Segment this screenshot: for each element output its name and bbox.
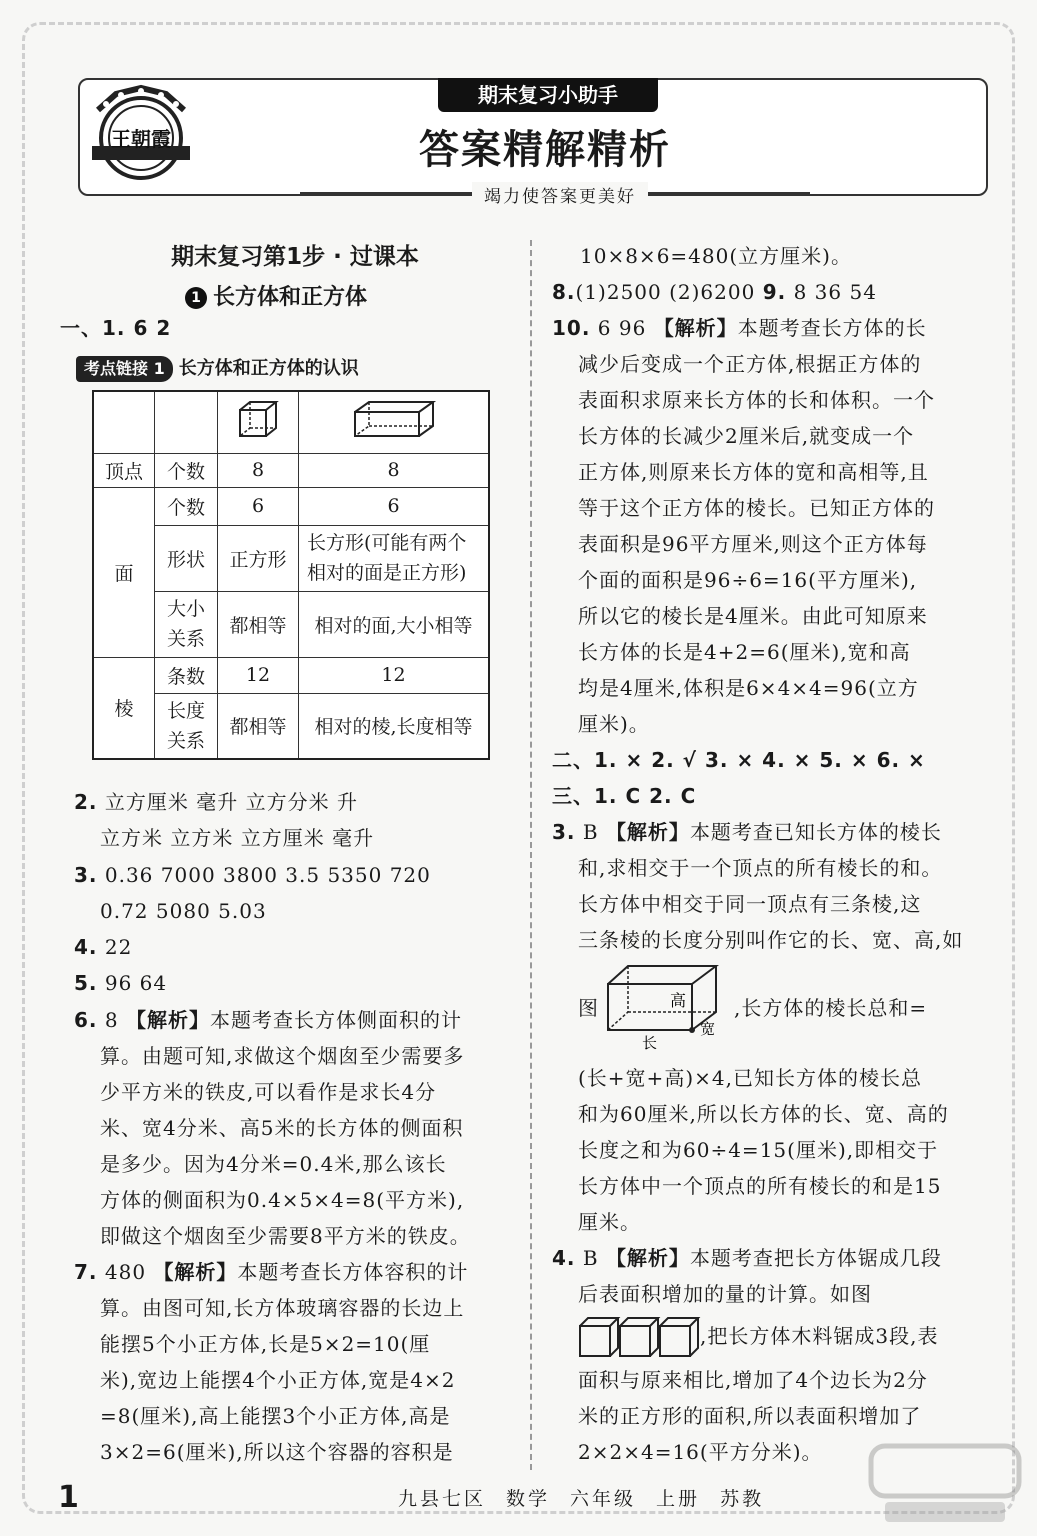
row-vertex-label: 顶点 (93, 453, 155, 487)
q6-line: 少平方米的铁皮,可以看作是求长4分 (100, 1080, 437, 1104)
footer-region: 九县七区 (398, 1488, 487, 1510)
analysis-label: 【解析】 (605, 820, 690, 844)
q6-line: 米、宽4分米、高5米的长方体的侧面积 (100, 1116, 464, 1140)
cell: 12 (218, 657, 299, 693)
brand-logo (86, 84, 196, 188)
q7-line: =8(厘米),高上能摆3个小正方体,高是 (100, 1404, 451, 1428)
row-edge-label: 棱 (93, 657, 155, 759)
cell: 12 (299, 657, 490, 693)
cell: 6 (218, 487, 299, 525)
p3-q3-line: 三条棱的长度分别叫作它的长、宽、高,如 (578, 928, 964, 952)
key-point-title: 长方体和正方体的认识 (178, 358, 359, 379)
comparison-table (92, 390, 490, 760)
unit-number: 1 (185, 287, 207, 309)
key-point-link (76, 356, 359, 382)
q2-answer (74, 784, 358, 820)
p3-q3-answer (552, 814, 942, 850)
figure-prefix: 图 (578, 996, 599, 1020)
q10-line: 厘米)。 (578, 712, 650, 736)
cell: 相对的棱,长度相等 (299, 693, 490, 759)
q10-line: 正方体,则原来长方体的宽和高相等,且 (578, 460, 929, 484)
q-number: 9. (762, 280, 787, 304)
p3-q4-line: 后表面积增加的量的计算。如图 (578, 1282, 872, 1306)
figure-suffix: ,长方体的棱长总和= (734, 996, 928, 1020)
q5-answer (74, 965, 167, 1001)
cell-line: 长方形(可能有两个 (307, 532, 467, 554)
q-text: 本题考查已知长方体的棱长 (689, 820, 942, 844)
cuboid-figure-cell (299, 391, 490, 453)
q10-line: 均是4厘米,体积是6×4×4=96(立方 (578, 676, 919, 700)
q7-line: 能摆5个小正方体,长是5×2=10(厘 (100, 1332, 431, 1356)
cuboid-labeled-figure (604, 962, 734, 1052)
q-number: 5. (74, 971, 98, 995)
p3-q3-line: 长方体中一个顶点的所有棱长的和是15 (578, 1174, 942, 1198)
q-text: 8 36 54 (793, 280, 877, 304)
cell: 条数 (155, 657, 218, 693)
q-number: 7. (74, 1260, 98, 1284)
q10-line: 个面的面积是96÷6=16(平方厘米), (578, 568, 918, 592)
row-face-label: 面 (93, 487, 155, 657)
cell (155, 591, 218, 657)
analysis-label: 【解析】 (125, 1008, 210, 1032)
footer-subject: 数学 (506, 1488, 551, 1510)
q-text: 96 64 (104, 971, 168, 995)
header-tag: 期末复习小助手 (438, 78, 658, 112)
q4-answer (74, 929, 132, 965)
sawn-cuboid-figure (578, 1316, 702, 1358)
cell-line: 大小 (166, 598, 205, 620)
cell: 都相等 (218, 693, 299, 759)
q10-line: 长方体的长减少2厘米后,就变成一个 (578, 424, 915, 448)
cell-line: 关系 (166, 628, 205, 650)
header-subtitle: 竭力使答案更美好 (472, 182, 648, 207)
p3-q3-line: 和,求相交于一个顶点的所有棱长的和。 (578, 856, 943, 880)
q-number: 6. (74, 1008, 98, 1032)
cell-line: 关系 (166, 729, 205, 752)
p3-q3-line: 长方体中相交于同一顶点有三条棱,这 (578, 892, 922, 916)
q10-answer (552, 310, 927, 346)
q-text: 本题考查长方体容积的计 (237, 1260, 469, 1284)
q-text: 0.36 7000 3800 3.5 5350 720 (104, 863, 431, 887)
cell (299, 525, 490, 591)
footer-volume: 上册 (656, 1488, 701, 1510)
cell: 形状 (155, 525, 218, 591)
q10-line: 等于这个正方体的棱长。已知正方体的 (578, 496, 935, 520)
cell: 8 (299, 453, 490, 487)
section-title: 期末复习第1步 · 过课本 (171, 244, 419, 270)
q-number: 4. (552, 1246, 576, 1270)
unit-title (185, 280, 405, 311)
q-text: 本题考查长方体侧面积的计 (209, 1008, 462, 1032)
p3-q3-line: 厘米。 (578, 1210, 641, 1234)
p3-q4-line: 米的正方形的面积,所以表面积增加了 (578, 1404, 922, 1428)
footer-grade: 六年级 (570, 1488, 637, 1510)
q8-q9-answer (552, 274, 877, 310)
cell: 正方形 (218, 525, 299, 591)
q2-answer-cont: 立方米 立方米 立方厘米 毫升 (100, 826, 375, 850)
table-corner (93, 391, 155, 453)
cube-icon (236, 398, 280, 442)
unit-title-text: 长方体和正方体 (213, 285, 368, 310)
q7-line: 3×2=6(厘米),所以这个容器的容积是 (100, 1440, 454, 1464)
p3-q4-line: ,把长方体木料锯成3段,表 (700, 1324, 939, 1348)
label-height: 高 (670, 991, 687, 1010)
q-answer: 480 (104, 1260, 147, 1284)
q6-answer (74, 1002, 462, 1038)
p3-q3-line: (长+宽+高)×4,已知长方体的棱长总 (578, 1066, 922, 1090)
key-point-tag: 考点链接 1 (76, 356, 173, 382)
q6-line: 即做这个烟囱至少需要8平方米的铁皮。 (100, 1224, 471, 1248)
q-answer: 8 (104, 1008, 119, 1032)
label-length: 长 (642, 1034, 658, 1052)
q10-line: 长方体的长是4+2=6(厘米),宽和高 (578, 640, 911, 664)
cell (155, 693, 218, 759)
q-text: (1)2500 (2)6200 (575, 280, 756, 304)
q-answer: B (582, 1246, 599, 1270)
cell: 个数 (155, 453, 218, 487)
q-text: 本题考查长方体的长 (737, 316, 927, 340)
label-width: 宽 (700, 1020, 716, 1038)
q7-line: 米),宽边上能摆4个小正方体,宽是4×2 (100, 1368, 456, 1392)
cell: 6 (299, 487, 490, 525)
cell: 8 (218, 453, 299, 487)
q10-line: 表面积是96平方厘米,则这个正方体每 (578, 532, 928, 556)
cell: 个数 (155, 487, 218, 525)
footer-edition: 苏教 (720, 1488, 765, 1510)
p3-q4-line: 面积与原来相比,增加了4个边长为2分 (578, 1368, 928, 1392)
cell: 都相等 (218, 591, 299, 657)
q6-line: 算。由题可知,求做这个烟囱至少需要多 (100, 1044, 465, 1068)
column-divider (530, 240, 532, 1470)
logo-text: 王朝霞 (111, 127, 171, 151)
q3-answer (74, 857, 431, 893)
p3-q3-line: 和为60厘米,所以长方体的长、宽、高的 (578, 1102, 949, 1126)
q7-line: 算。由图可知,长方体玻璃容器的长边上 (100, 1296, 465, 1320)
q10-line: 所以它的棱长是4厘米。由此可知原来 (578, 604, 928, 628)
q-text: 本题考查把长方体锯成几段 (689, 1246, 942, 1270)
page-number: 1 (58, 1480, 79, 1515)
cell-line: 相对的面是正方形) (307, 562, 467, 584)
q10-line: 表面积求原来长方体的长和体积。一个 (578, 388, 935, 412)
analysis-label: 【解析】 (653, 316, 738, 340)
header-title: 答案精解精析 (419, 127, 671, 173)
cell: 相对的面,大小相等 (299, 591, 490, 657)
analysis-label: 【解析】 (605, 1246, 690, 1270)
part3-answers: 三、1. C 2. C (552, 784, 697, 808)
cell-line: 长度 (166, 699, 205, 722)
footer-info (398, 1484, 784, 1511)
q3-answer-cont: 0.72 5080 5.03 (100, 899, 267, 923)
q1-answer: 一、1. 6 2 (60, 316, 172, 340)
q7-answer (74, 1254, 468, 1290)
q-text: 22 (104, 935, 133, 959)
p3-q3-line: 长度之和为60÷4=15(厘米),即相交于 (578, 1138, 939, 1162)
q6-line: 方体的侧面积为0.4×5×4=8(平方米), (100, 1188, 465, 1212)
q10-line: 减少后变成一个正方体,根据正方体的 (578, 352, 922, 376)
analysis-label: 【解析】 (153, 1260, 238, 1284)
q-number: 10. (552, 316, 591, 340)
q7-line-cont: 10×8×6=480(立方厘米)。 (580, 244, 852, 268)
q-number: 8. (552, 280, 576, 304)
cube-figure-cell (218, 391, 299, 453)
p3-q4-answer (552, 1240, 942, 1276)
cuboid-icon (349, 398, 439, 442)
q-number: 2. (74, 790, 98, 814)
q-number: 4. (74, 935, 98, 959)
p3-q4-line: 2×2×4=16(平方分米)。 (578, 1440, 823, 1464)
part2-answers: 二、1. × 2. √ 3. × 4. × 5. × 6. × (552, 748, 926, 772)
watermark-logo (865, 1440, 1025, 1530)
q-answer: 6 96 (597, 316, 647, 340)
q-number: 3. (552, 820, 576, 844)
q-text: 立方厘米 毫升 立方分米 升 (104, 790, 358, 814)
q6-line: 是多少。因为4分米=0.4米,那么该长 (100, 1152, 447, 1176)
q-answer: B (582, 820, 599, 844)
q-number: 3. (74, 863, 98, 887)
